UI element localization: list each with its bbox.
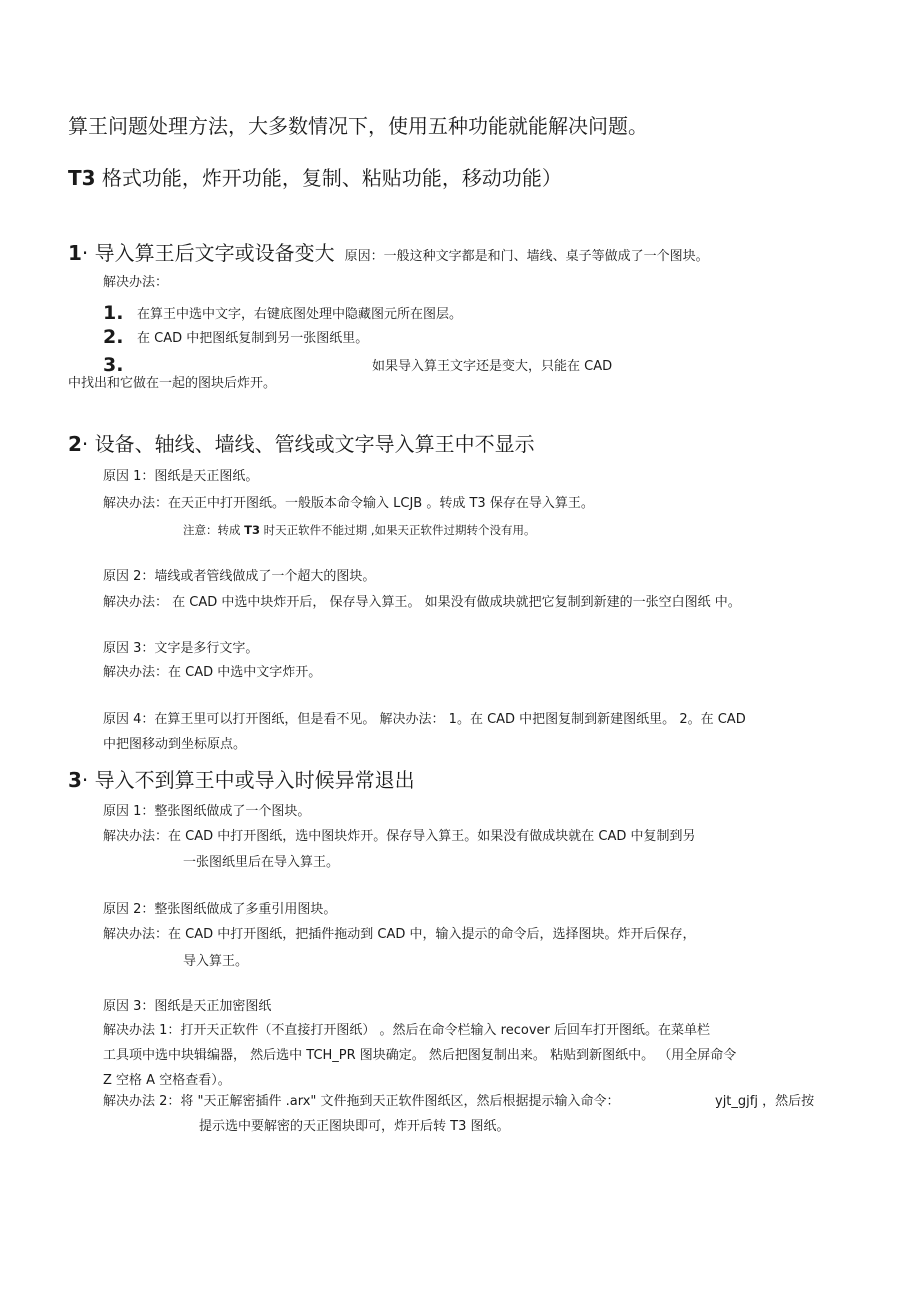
s3-reason-3-solution-2-cont: 提示选中要解密的天正图块即可，炸开后转 T3 图纸。 [199, 1119, 510, 1134]
section-2-heading [68, 434, 535, 454]
step-2-number: 2. [103, 326, 124, 348]
s3-reason-1-solution-cont: 一张图纸里后在导入算王。 [183, 855, 340, 870]
s3-reason-3-solution-1-cont-2: Z 空格 A 空格查看）。 [103, 1073, 231, 1088]
s3-reason-2-solution: 解决办法：在 CAD 中打开图纸，把插件拖动到 CAD 中，输入提示的命令后，选择图块。炸开后保存， [103, 927, 696, 942]
section-1-cause: 原因：一般这种文字都是和门、墙线、桌子等做成了一个图块。 [344, 249, 709, 264]
intro-line-2 [68, 168, 562, 188]
s2-note-text-b: 时天正软件不能过期 ,如果天正软件过期转个没有用。 [260, 523, 536, 537]
intro-t3: T3 [68, 166, 96, 190]
s3-reason-3-solution-1-cont-1: 工具项中选中块辑编器， 然后选中 TCH_PR 图块确定。 然后把图复制出来。 粘贴到新图纸中。 （用全屏命令 [103, 1048, 737, 1063]
step-2-text: 在 CAD 中把图纸复制到另一张图纸里。 [137, 331, 369, 346]
s2-reason-3: 原因 3：文字是多行文字。 [103, 641, 259, 656]
intro-line-1: 算王问题处理方法，大多数情况下，使用五种功能就能解决问题。 [68, 114, 648, 138]
section-3-title: · 导入不到算王中或导入时候异常退出 [81, 768, 415, 792]
section-2-number: 2 [68, 432, 82, 456]
s3-reason-2-solution-cont: 导入算王。 [183, 954, 249, 969]
s2-reason-4: 原因 4：在算王里可以打开图纸，但是看不见。 解决办法： 1。在 CAD 中把图复制到新建图纸里。 2。在 CAD [103, 712, 746, 727]
s2-note-t3: T3 [244, 523, 261, 537]
section-1-solution-label: 解决办法： [103, 275, 169, 290]
s3-reason-1-solution: 解决办法：在 CAD 中打开图纸，选中图块炸开。保存导入算王。如果没有做成块就在 CAD 中复制到另 [103, 829, 696, 844]
s2-reason-2: 原因 2：墙线或者管线做成了一个超大的图块。 [103, 569, 376, 584]
s3-reason-2: 原因 2：整张图纸做成了多重引用图块。 [103, 902, 337, 917]
step-1-text: 在算王中选中文字，右键底图处理中隐藏图元所在图层。 [137, 307, 463, 322]
s2-note-text-a: 注意：转成 [183, 523, 245, 537]
s2-reason-4-continuation: 中把图移动到坐标原点。 [103, 737, 247, 752]
s3-reason-3-solution-2-command: yjt_gjfj ，然后按 [715, 1094, 815, 1109]
section-2-title: · 设备、轴线、墙线、管线或文字导入算王中不显示 [81, 432, 535, 456]
step-3-text: 如果导入算王文字还是变大，只能在 CAD [372, 359, 613, 374]
s2-reason-1-solution: 解决办法：在天正中打开图纸。一般版本命令输入 LCJB 。转成 T3 保存在导入算王。 [103, 496, 594, 511]
s3-reason-3-solution-1: 解决办法 1：打开天正软件（不直接打开图纸） 。然后在命令栏输入 recover 后回车打开图纸。在菜单栏 [103, 1023, 710, 1038]
s2-reason-1: 原因 1：图纸是天正图纸。 [103, 469, 259, 484]
s2-reason-3-solution: 解决办法：在 CAD 中选中文字炸开。 [103, 665, 322, 680]
section-1-title: · 导入算王后文字或设备变大 [81, 241, 335, 265]
section-3-heading [68, 770, 415, 790]
step-3-number: 3. [103, 354, 124, 376]
section-3-number: 3 [68, 768, 82, 792]
s3-reason-3: 原因 3：图纸是天正加密图纸 [103, 999, 272, 1014]
s3-reason-1: 原因 1：整张图纸做成了一个图块。 [103, 804, 311, 819]
step-1-number: 1. [103, 302, 124, 324]
section-1-number: 1 [68, 241, 82, 265]
intro-line-2-text: 格式功能，炸开功能，复制、粘贴功能，移动功能） [95, 166, 562, 190]
step-3-continuation: 中找出和它做在一起的图块后炸开。 [68, 376, 277, 391]
s3-reason-3-solution-2: 解决办法 2：将 "天正解密插件 .arx" 文件拖到天正软件图纸区，然后根据提示输入命令： [103, 1094, 620, 1109]
s2-reason-2-solution: 解决办法： 在 CAD 中选中块炸开后， 保存导入算王。 如果没有做成块就把它复制到新建的一张空白图纸 中。 [103, 595, 741, 610]
section-1-heading [68, 243, 709, 263]
s2-reason-1-note [183, 525, 535, 537]
